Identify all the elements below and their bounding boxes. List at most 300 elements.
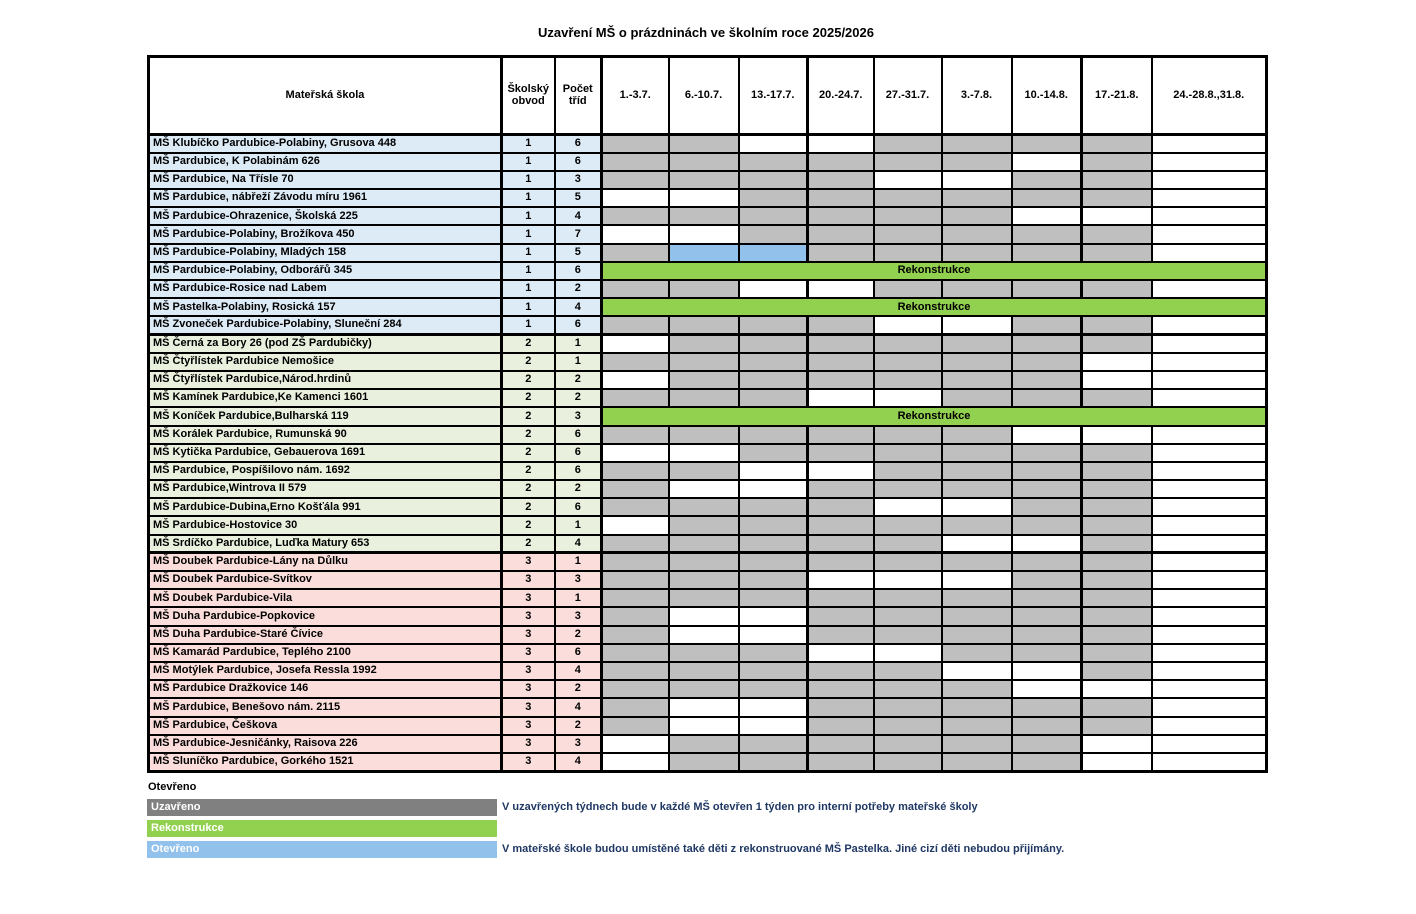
table-row — [149, 335, 1267, 353]
week-cell-open — [874, 316, 942, 334]
school-name-cell: MŠ Kamarád Pardubice, Teplého 2100 — [149, 644, 502, 662]
week-cell-closed — [874, 225, 942, 243]
week-cell-closed — [1082, 462, 1152, 480]
week-cell-closed — [602, 462, 669, 480]
week-cell-open — [942, 171, 1012, 189]
week-cell-closed — [739, 389, 808, 407]
week-cell-closed — [942, 553, 1012, 571]
week-cell-open — [1152, 662, 1267, 680]
week-cell-closed — [942, 153, 1012, 171]
school-name-cell: MŠ Pardubice, Benešovo nám. 2115 — [149, 698, 502, 716]
week-cell-closed — [602, 207, 669, 225]
week-cell-closed — [602, 553, 669, 571]
week-cell-open — [1152, 153, 1267, 171]
week-cell-open — [808, 280, 874, 298]
week-cell-closed — [669, 535, 739, 553]
week-cell-open — [669, 626, 739, 644]
week-cell-closed — [1012, 444, 1082, 462]
week-cell-open — [739, 626, 808, 644]
classes-cell: 6 — [555, 644, 602, 662]
week-cell-closed — [739, 225, 808, 243]
school-name-cell: MŠ Doubek Pardubice-Svítkov — [149, 571, 502, 589]
week-cell-closed — [942, 680, 1012, 698]
week-cell-closed — [942, 516, 1012, 534]
week-cell-open — [1152, 444, 1267, 462]
week-cell-closed — [1082, 153, 1152, 171]
week-cell-open — [808, 389, 874, 407]
reconstruction-cell: Rekonstrukce — [602, 262, 1267, 280]
week-cell-closed — [739, 753, 808, 771]
table-row — [149, 516, 1267, 534]
table-row — [149, 735, 1267, 753]
week-cell-closed — [1082, 135, 1152, 153]
week-cell-closed — [942, 207, 1012, 225]
week-cell-open — [1012, 662, 1082, 680]
week-cell-closed — [1082, 389, 1152, 407]
week-cell-closed — [669, 280, 739, 298]
week-cell-closed — [1012, 244, 1082, 262]
classes-cell: 6 — [555, 462, 602, 480]
week-cell-open — [669, 607, 739, 625]
week-cell-closed — [808, 607, 874, 625]
week-cell-closed — [874, 189, 942, 207]
classes-cell: 2 — [555, 717, 602, 735]
week-cell-closed — [1012, 480, 1082, 498]
week-cell-closed — [602, 644, 669, 662]
table-row — [149, 225, 1267, 243]
classes-cell: 2 — [555, 626, 602, 644]
school-name-cell: MŠ Čtyřlístek Pardubice Nemošice — [149, 353, 502, 371]
school-name-cell: MŠ Pardubice-Rosice nad Labem — [149, 280, 502, 298]
week-cell-open — [1152, 607, 1267, 625]
week-cell-closed — [1082, 662, 1152, 680]
classes-cell: 5 — [555, 189, 602, 207]
table-row — [149, 407, 1267, 425]
school-name-cell: MŠ Motýlek Pardubice, Josefa Ressla 1992 — [149, 662, 502, 680]
week-cell-closed — [1082, 535, 1152, 553]
week-cell-closed — [874, 680, 942, 698]
week-cell-open — [942, 498, 1012, 516]
week-cell-open — [602, 371, 669, 389]
week-cell-closed — [1082, 553, 1152, 571]
week-cell-closed — [739, 171, 808, 189]
table-row — [149, 644, 1267, 662]
week-cell-closed — [602, 135, 669, 153]
classes-cell: 6 — [555, 426, 602, 444]
week-cell-closed — [942, 335, 1012, 353]
week-cell-closed — [808, 207, 874, 225]
table-row — [149, 535, 1267, 553]
week-cell-open — [1012, 535, 1082, 553]
week-cell-closed — [669, 662, 739, 680]
week-cell-open — [1082, 753, 1152, 771]
week-cell-closed — [942, 135, 1012, 153]
table-row — [149, 135, 1267, 153]
school-name-cell: MŠ Koníček Pardubice,Bulharská 119 — [149, 407, 502, 425]
week-cell-open — [1082, 371, 1152, 389]
school-name-cell: MŠ Doubek Pardubice-Lány na Důlku — [149, 553, 502, 571]
week-cell-closed — [669, 316, 739, 334]
week-cell-closed — [808, 426, 874, 444]
week-cell-closed — [1012, 589, 1082, 607]
school-name-cell: MŠ Pastelka-Polabiny, Rosická 157 — [149, 298, 502, 316]
week-cell-closed — [942, 644, 1012, 662]
week-cell-closed — [739, 571, 808, 589]
closures-table — [147, 55, 1268, 773]
week-cell-open — [669, 480, 739, 498]
week-cell-closed — [874, 607, 942, 625]
school-name-cell: MŠ Klubíčko Pardubice-Polabiny, Grusova 448 — [149, 135, 502, 153]
district-cell: 2 — [502, 516, 555, 534]
classes-cell: 6 — [555, 444, 602, 462]
week-cell-closed — [602, 353, 669, 371]
district-cell: 3 — [502, 662, 555, 680]
table-row — [149, 480, 1267, 498]
school-name-cell: MŠ Pardubice-Hostovice 30 — [149, 516, 502, 534]
week-cell-open — [1152, 171, 1267, 189]
week-cell-open — [669, 189, 739, 207]
week-cell-closed — [942, 589, 1012, 607]
classes-cell: 6 — [555, 153, 602, 171]
week-cell-closed — [874, 626, 942, 644]
week-cell-closed — [602, 171, 669, 189]
week-cell-open — [602, 335, 669, 353]
week-cell-open — [1152, 553, 1267, 571]
week-cell-closed — [874, 535, 942, 553]
reconstruction-cell: Rekonstrukce — [602, 298, 1267, 316]
week-cell-closed — [1012, 553, 1082, 571]
week-cell-closed — [808, 353, 874, 371]
classes-cell: 4 — [555, 698, 602, 716]
district-cell: 2 — [502, 426, 555, 444]
header-week-3: 13.-17.7. — [739, 57, 808, 135]
week-cell-open — [1152, 280, 1267, 298]
week-cell-open — [602, 444, 669, 462]
table-row — [149, 498, 1267, 516]
table-row — [149, 207, 1267, 225]
week-cell-closed — [808, 189, 874, 207]
week-cell-open — [602, 735, 669, 753]
header-district: Školský obvod — [502, 57, 555, 135]
week-cell-closed — [1012, 335, 1082, 353]
week-cell-closed — [942, 371, 1012, 389]
school-name-cell: MŠ Pardubice, nábřeží Závodu míru 1961 — [149, 189, 502, 207]
week-cell-open — [1152, 480, 1267, 498]
week-cell-closed — [739, 498, 808, 516]
week-cell-open — [942, 571, 1012, 589]
week-cell-closed — [942, 607, 1012, 625]
week-cell-open — [739, 135, 808, 153]
table-row — [149, 262, 1267, 280]
district-cell: 2 — [502, 335, 555, 353]
header-school: Mateřská škola — [149, 57, 502, 135]
legend-reconstruction-label: Rekonstrukce — [151, 822, 224, 834]
table-row — [149, 389, 1267, 407]
table-row — [149, 371, 1267, 389]
week-cell-closed — [669, 371, 739, 389]
week-cell-closed — [808, 171, 874, 189]
week-cell-closed — [602, 316, 669, 334]
school-name-cell: MŠ Pardubice-Jesničánky, Raisova 226 — [149, 735, 502, 753]
week-cell-open — [1012, 153, 1082, 171]
week-cell-closed — [808, 662, 874, 680]
week-cell-closed — [942, 280, 1012, 298]
week-cell-closed — [739, 444, 808, 462]
week-cell-closed — [739, 426, 808, 444]
week-cell-closed — [808, 626, 874, 644]
week-cell-closed — [808, 371, 874, 389]
week-cell-open — [874, 389, 942, 407]
week-cell-closed — [808, 553, 874, 571]
week-cell-closed — [942, 426, 1012, 444]
school-name-cell: MŠ Pardubice,Wintrova II 579 — [149, 480, 502, 498]
district-cell: 2 — [502, 353, 555, 371]
week-cell-closed — [942, 189, 1012, 207]
week-cell-closed — [669, 171, 739, 189]
header-week-1: 1.-3.7. — [602, 57, 669, 135]
table-row — [149, 426, 1267, 444]
week-cell-closed — [602, 535, 669, 553]
week-cell-open — [1152, 698, 1267, 716]
school-name-cell: MŠ Pardubice, Češkova — [149, 717, 502, 735]
week-cell-closed — [1012, 607, 1082, 625]
school-name-cell: MŠ Pardubice-Dubina,Erno Košťála 991 — [149, 498, 502, 516]
week-cell-open — [1012, 207, 1082, 225]
week-cell-closed — [1012, 516, 1082, 534]
week-cell-closed — [942, 462, 1012, 480]
district-cell: 1 — [502, 171, 555, 189]
classes-cell: 2 — [555, 680, 602, 698]
classes-cell: 2 — [555, 389, 602, 407]
header-week-2: 6.-10.7. — [669, 57, 739, 135]
classes-cell: 6 — [555, 316, 602, 334]
classes-cell: 3 — [555, 607, 602, 625]
week-cell-closed — [942, 225, 1012, 243]
classes-cell: 4 — [555, 298, 602, 316]
week-cell-closed — [602, 480, 669, 498]
week-cell-closed — [669, 589, 739, 607]
classes-cell: 1 — [555, 353, 602, 371]
week-cell-closed — [739, 353, 808, 371]
school-name-cell: MŠ Doubek Pardubice-Vila — [149, 589, 502, 607]
classes-cell: 1 — [555, 589, 602, 607]
week-cell-open — [669, 225, 739, 243]
week-cell-open — [1152, 571, 1267, 589]
week-cell-open — [1152, 462, 1267, 480]
district-cell: 3 — [502, 644, 555, 662]
week-cell-closed — [1082, 335, 1152, 353]
week-cell-open — [739, 607, 808, 625]
week-cell-open — [1152, 516, 1267, 534]
week-cell-closed — [1012, 735, 1082, 753]
week-cell-closed — [942, 389, 1012, 407]
week-cell-closed — [874, 462, 942, 480]
table-row — [149, 698, 1267, 716]
week-cell-open — [1152, 244, 1267, 262]
district-cell: 1 — [502, 262, 555, 280]
school-name-cell: MŠ Sluníčko Pardubice, Gorkého 1521 — [149, 753, 502, 771]
classes-cell: 1 — [555, 516, 602, 534]
week-cell-closed — [669, 571, 739, 589]
week-cell-open — [874, 498, 942, 516]
note-closed-weeks: V uzavřených týdnech bude v každé MŠ otevřen 1 týden pro interní potřeby mateřské školy — [502, 801, 978, 813]
classes-cell: 4 — [555, 753, 602, 771]
table-row — [149, 607, 1267, 625]
classes-cell: 4 — [555, 207, 602, 225]
classes-cell: 3 — [555, 571, 602, 589]
table-row — [149, 571, 1267, 589]
district-cell: 2 — [502, 498, 555, 516]
week-cell-closed — [669, 735, 739, 753]
week-cell-closed — [808, 735, 874, 753]
header-week-6: 3.-7.8. — [942, 57, 1012, 135]
week-cell-closed — [874, 335, 942, 353]
classes-cell: 3 — [555, 171, 602, 189]
week-cell-open — [1082, 680, 1152, 698]
week-cell-closed — [1082, 498, 1152, 516]
week-cell-open — [942, 662, 1012, 680]
week-cell-closed — [874, 153, 942, 171]
table-row — [149, 462, 1267, 480]
page-title: Uzavření MŠ o prázdninách ve školním roce 2025/2026 — [538, 25, 874, 40]
week-cell-closed — [602, 244, 669, 262]
week-cell-closed — [602, 662, 669, 680]
week-cell-closed — [739, 189, 808, 207]
classes-cell: 1 — [555, 553, 602, 571]
week-cell-closed — [1012, 753, 1082, 771]
week-cell-closed — [874, 135, 942, 153]
week-cell-open — [1082, 426, 1152, 444]
week-cell-closed — [739, 316, 808, 334]
week-cell-open — [1152, 335, 1267, 353]
week-cell-open — [669, 444, 739, 462]
week-cell-closed — [669, 426, 739, 444]
district-cell: 2 — [502, 535, 555, 553]
district-cell: 1 — [502, 207, 555, 225]
note-pastelka: V mateřské škole budou umístěné také děti z rekonstruované MŠ Pastelka. Jiné cizí děti nebudou přijímány. — [502, 843, 1065, 855]
week-cell-closed — [1082, 571, 1152, 589]
district-cell: 3 — [502, 553, 555, 571]
week-cell-open — [1012, 680, 1082, 698]
week-cell-closed — [1082, 316, 1152, 334]
week-cell-closed — [808, 444, 874, 462]
week-cell-closed — [874, 207, 942, 225]
week-cell-open — [1012, 426, 1082, 444]
table-row — [149, 353, 1267, 371]
school-name-cell: MŠ Zvoneček Pardubice-Polabiny, Sluneční 284 — [149, 316, 502, 334]
week-cell-closed — [1012, 571, 1082, 589]
school-name-cell: MŠ Korálek Pardubice, Rumunská 90 — [149, 426, 502, 444]
week-cell-closed — [808, 516, 874, 534]
table-header — [149, 57, 1267, 135]
week-cell-closed — [1082, 244, 1152, 262]
school-name-cell: MŠ Duha Pardubice-Popkovice — [149, 607, 502, 625]
district-cell: 3 — [502, 680, 555, 698]
week-cell-open — [1152, 189, 1267, 207]
week-cell-open — [1152, 225, 1267, 243]
week-cell-closed — [874, 698, 942, 716]
table-row — [149, 662, 1267, 680]
week-cell-open — [874, 571, 942, 589]
week-cell-open — [1152, 353, 1267, 371]
week-cell-closed — [739, 516, 808, 534]
district-cell: 2 — [502, 480, 555, 498]
table-row — [149, 717, 1267, 735]
district-cell: 2 — [502, 407, 555, 425]
table-row — [149, 244, 1267, 262]
week-cell-closed — [942, 753, 1012, 771]
legend-open-blue-swatch — [147, 841, 497, 858]
week-cell-closed — [1082, 644, 1152, 662]
week-cell-closed — [808, 335, 874, 353]
week-cell-open — [1152, 644, 1267, 662]
week-cell-closed — [669, 553, 739, 571]
week-cell-closed — [1082, 589, 1152, 607]
week-cell-closed — [669, 644, 739, 662]
week-cell-closed — [602, 153, 669, 171]
district-cell: 3 — [502, 626, 555, 644]
week-cell-open — [739, 698, 808, 716]
table-row — [149, 153, 1267, 171]
week-cell-special — [739, 244, 808, 262]
district-cell: 3 — [502, 717, 555, 735]
week-cell-closed — [808, 153, 874, 171]
week-cell-closed — [739, 662, 808, 680]
week-cell-closed — [669, 462, 739, 480]
week-cell-closed — [942, 698, 1012, 716]
week-cell-open — [1152, 753, 1267, 771]
week-cell-closed — [1012, 353, 1082, 371]
table-row — [149, 316, 1267, 334]
table-row — [149, 553, 1267, 571]
week-cell-closed — [602, 607, 669, 625]
week-cell-closed — [874, 444, 942, 462]
district-cell: 1 — [502, 153, 555, 171]
week-cell-closed — [808, 498, 874, 516]
week-cell-closed — [808, 589, 874, 607]
legend-open-blue-label: Otevřeno — [151, 843, 200, 855]
week-cell-open — [808, 135, 874, 153]
school-name-cell: MŠ Pardubice, Pospíšilovo nám. 1692 — [149, 462, 502, 480]
week-cell-closed — [1082, 480, 1152, 498]
week-cell-closed — [602, 571, 669, 589]
week-cell-closed — [808, 535, 874, 553]
week-cell-open — [602, 516, 669, 534]
classes-cell: 5 — [555, 244, 602, 262]
school-name-cell: MŠ Kytička Pardubice, Gebauerova 1691 — [149, 444, 502, 462]
table-row — [149, 280, 1267, 298]
week-cell-open — [1152, 316, 1267, 334]
week-cell-open — [808, 571, 874, 589]
week-cell-open — [1152, 717, 1267, 735]
week-cell-open — [808, 462, 874, 480]
header-week-8: 17.-21.8. — [1082, 57, 1152, 135]
classes-cell: 2 — [555, 280, 602, 298]
classes-cell: 3 — [555, 407, 602, 425]
week-cell-special — [669, 244, 739, 262]
week-cell-closed — [808, 698, 874, 716]
week-cell-open — [739, 480, 808, 498]
week-cell-open — [942, 316, 1012, 334]
week-cell-open — [874, 644, 942, 662]
week-cell-closed — [1082, 171, 1152, 189]
week-cell-closed — [1082, 444, 1152, 462]
classes-cell: 3 — [555, 735, 602, 753]
school-name-cell: MŠ Pardubice-Polabiny, Brožíkova 450 — [149, 225, 502, 243]
week-cell-closed — [669, 335, 739, 353]
school-name-cell: MŠ Pardubice-Ohrazenice, Školská 225 — [149, 207, 502, 225]
week-cell-closed — [808, 480, 874, 498]
